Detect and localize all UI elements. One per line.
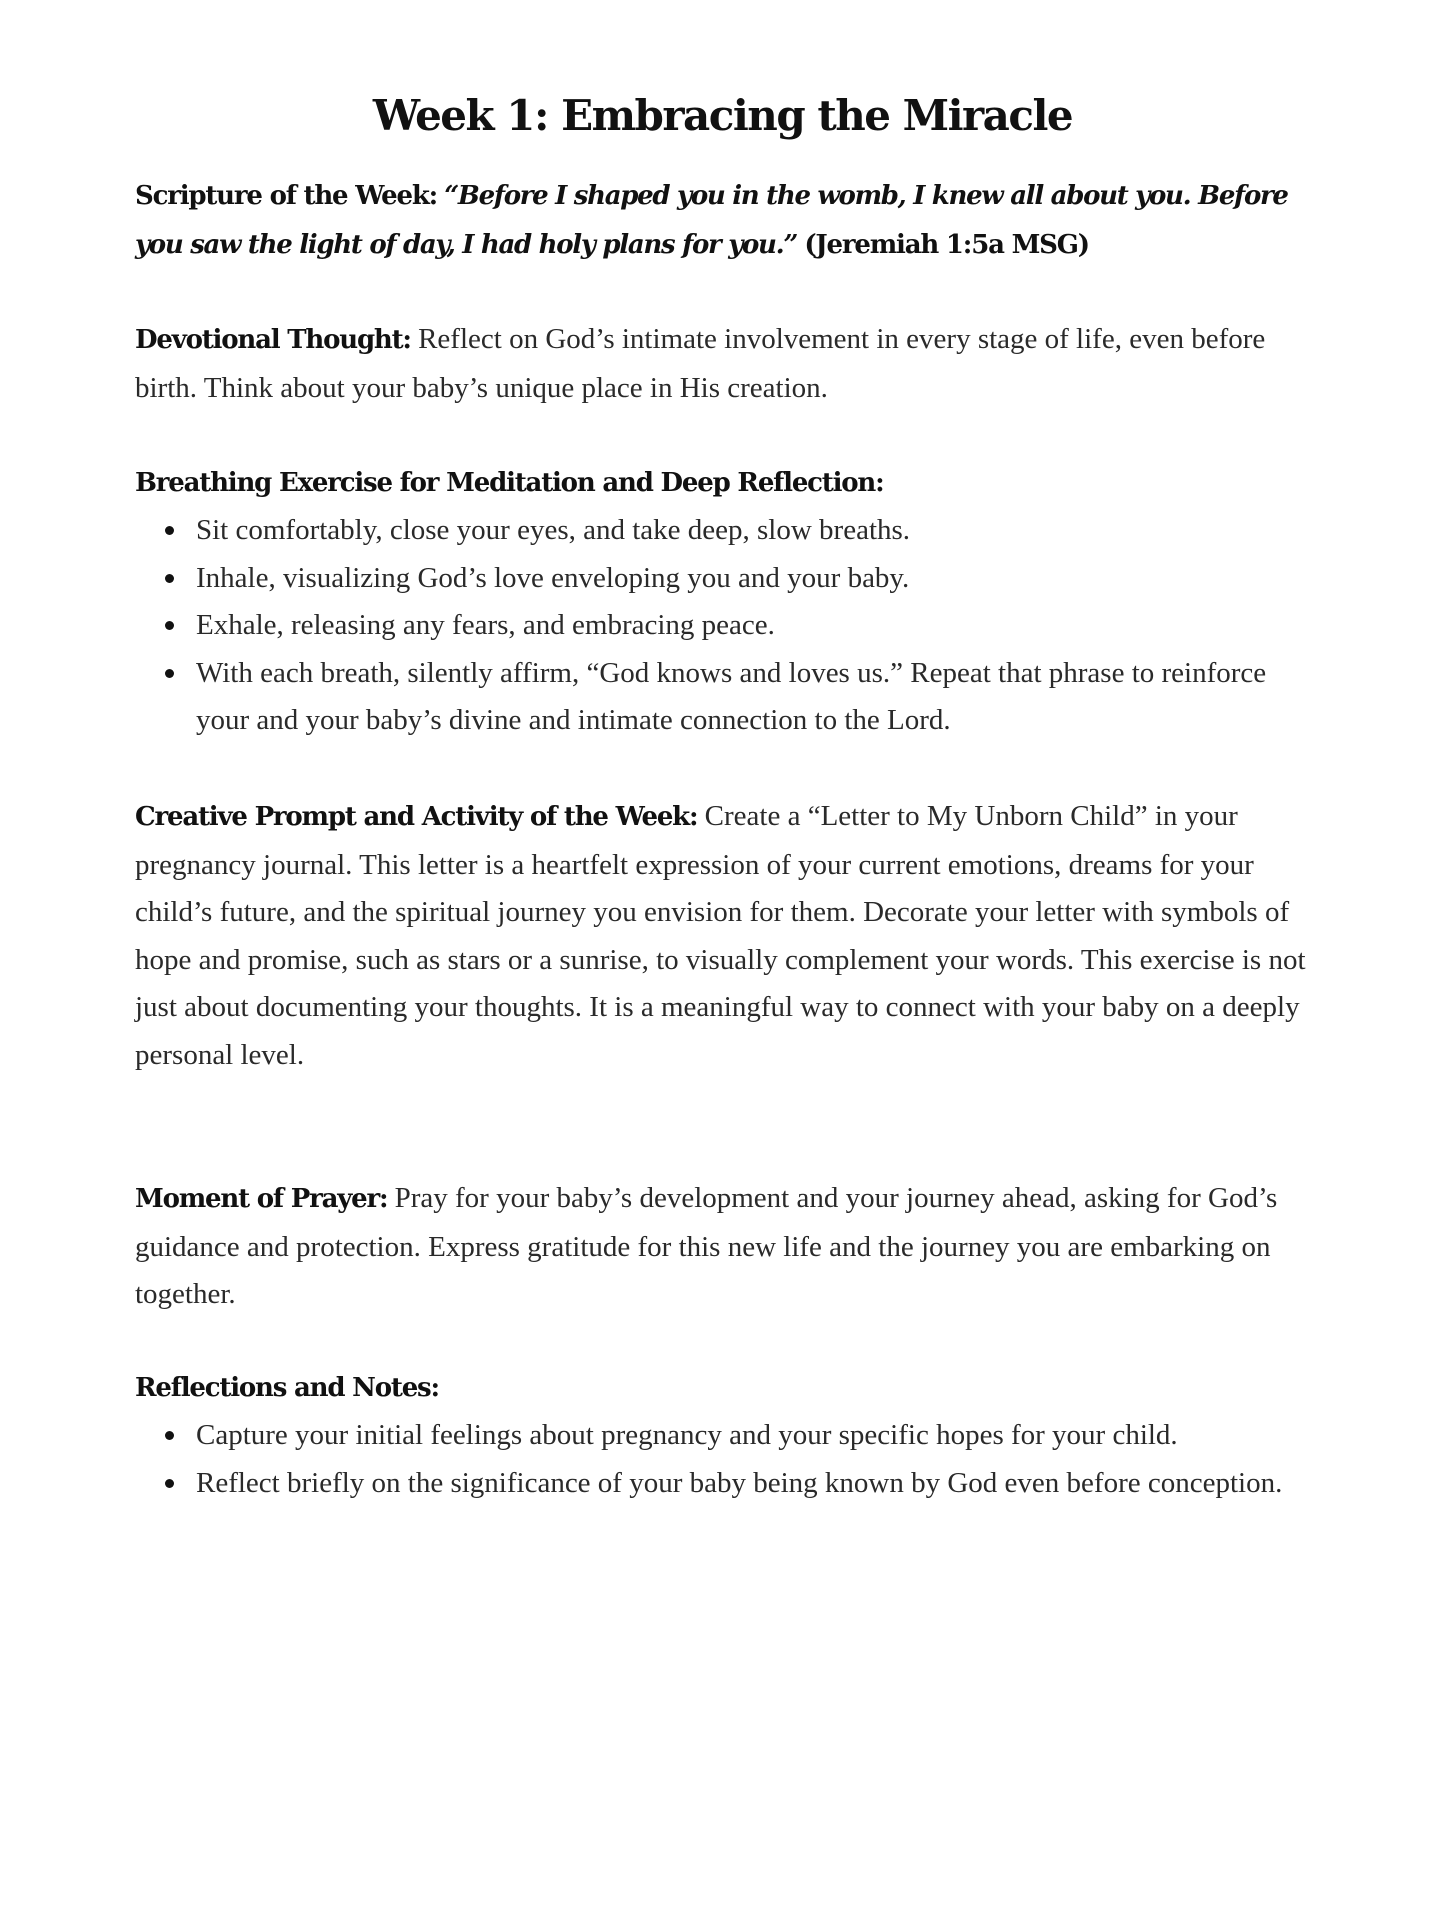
list-item [135,1460,1315,1508]
devotional-section [135,316,1315,412]
creative-section [135,793,1315,1079]
breathing-heading: Breathing Exercise for Meditation and Deep Reflection: [135,468,884,498]
breathing-list [135,507,1315,745]
bullet-icon [165,1479,174,1488]
bullet-icon [165,1431,174,1440]
prayer-label: Moment of Prayer: [135,1184,388,1214]
list-item [135,602,1315,650]
list-item-text: With each breath, silently affirm, “God knows and loves us.” Repeat that phrase to reinforce your and your baby’s divine and intimate connection to the Lord. [196,656,1267,736]
list-item-text: Sit comfortably, close your eyes, and take deep, slow breaths. [196,514,911,546]
creative-text: Create a “Letter to My Unborn Child” in your pregnancy journal. This letter is a heartfelt expression of your current emotions, dreams for your child’s future, and the spiritual journey you envision for them. Decorate your letter with symbols of hope and promise, such as stars or a sunrise, to visually complement your words. This exercise is not just about documenting your thoughts. It is a meaningful way to connect with your baby on a deeply personal level. [135,800,1306,1071]
list-item-text: Exhale, releasing any fears, and embracing peace. [196,609,775,641]
list-item [135,555,1315,603]
scripture-reference: (Jeremiah 1:5a MSG) [804,229,1089,260]
list-item-text: Capture your initial feelings about pregnancy and your specific hopes for your child. [196,1419,1178,1451]
reflections-heading: Reflections and Notes: [135,1373,439,1403]
bullet-icon [165,526,174,535]
creative-label: Creative Prompt and Activity of the Week: [135,802,698,832]
bullet-icon [165,574,174,583]
list-item [135,507,1315,555]
page-title: Week 1: Embracing the Miracle [372,91,1073,140]
devotional-text: Reflect on God’s intimate involvement in every stage of life, even before birth. Think about your baby’s unique place in His creation. [135,323,1266,404]
prayer-section [135,1175,1315,1319]
bullet-icon [165,669,174,678]
scripture-quote: “Before I shaped you in the womb, I knew all about you. Before you saw the light of day, I had holy plans for you.” [135,181,1288,260]
devotional-label: Devotional Thought: [135,325,411,355]
scripture-label: Scripture of the Week: [135,181,438,211]
reflections-list [135,1412,1315,1507]
prayer-text: Pray for your baby’s development and your journey ahead, asking for God’s guidance and protection. Express gratitude for this new life and the journey you are embarking on together. [135,1182,1278,1310]
scripture-section [135,172,1315,269]
list-item [135,1412,1315,1460]
list-item [135,650,1315,745]
list-item-text: Inhale, visualizing God’s love enveloping you and your baby. [196,561,910,594]
list-item-text: Reflect briefly on the significance of your baby being known by God even before conception. [196,1466,1283,1499]
bullet-icon [165,621,174,630]
